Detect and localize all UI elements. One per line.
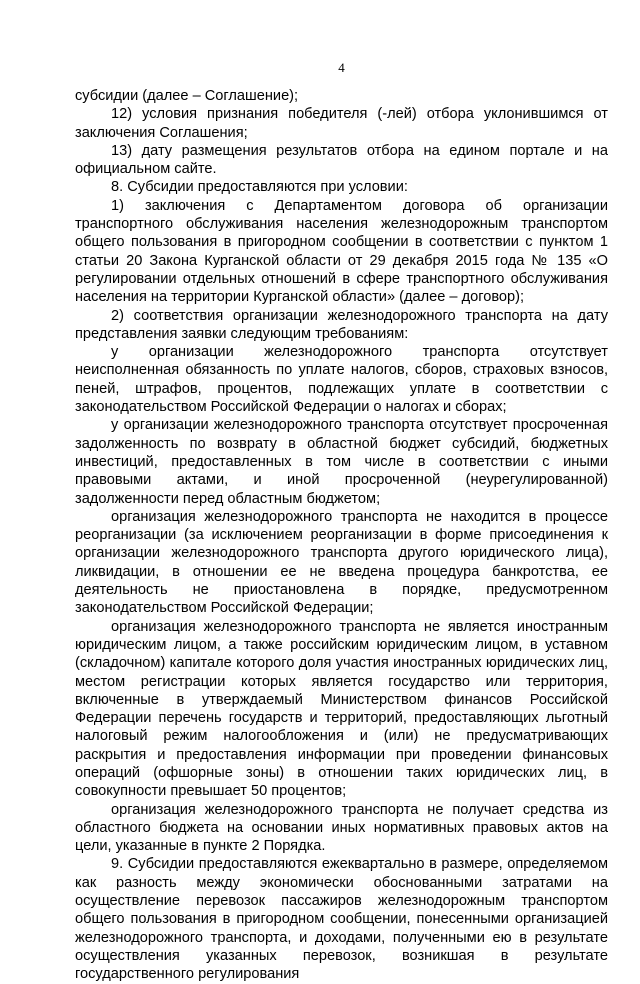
paragraph-section-8: 8. Субсидии предоставляются при условии:: [111, 179, 408, 196]
paragraph-subsidy-agreement-continuation: субсидии (далее – Соглашение);: [75, 88, 299, 104]
paragraph-condition-1: 1) заключения с Департаментом договора об организации транспортного обслуживания населения железнодорожным транспортом общего пользования в пригородном сообщении в соответствии с пунктом 1 статьи 20 Закона Курганской области от 29 декабря 2015 года № 135 «О регулировании отдельных отношений в сфере транспортного обслуживания населения на территории Курганской области» (далее – договор);: [75, 197, 608, 306]
paragraph-item-13: 13) дату размещения результатов отбора на едином портале и на официальном сайте.: [75, 142, 608, 178]
paragraph-requirement-offshore: организация железнодорожного транспорта не является иностранным юридическим лицом, а также российским юридическим лицом, в уставном (складочном) капитале которого доля участия иностранных юридических лиц, местом регистрации которых является государство или территория, включенные в утверждаемый Министерством финансов Российской Федерации перечень государств и территорий, предоставляющих льготный налоговый режим налогообложения и (или) не предусматривающих раскрытия и предоставления информации при проведении финансовых операций (офшорные зоны) в отношении таких юридических лиц, в совокупности превышает 50 процентов;: [75, 618, 608, 800]
paragraph-requirement-reorganization: организация железнодорожного транспорта не находится в процессе реорганизации (за исключением реорганизации в форме присоединения к организации железнодорожного транспорта другого юридического лица), ликвидации, в отношении ее не введена процедура банкротства, ее деятельность не приостановлена в порядке, предусмотренном законодательством Российской Федерации;: [75, 508, 608, 617]
document-body: [75, 87, 608, 984]
paragraph-condition-2: 2) соответствия организации железнодорожного транспорта на дату представления заявки следующим требованиям:: [75, 307, 608, 342]
page-number: 4: [338, 60, 345, 75]
paragraph-item-12: 12) условия признания победителя (-лей) отбора уклонившимся от заключения Соглашения;: [75, 106, 608, 141]
paragraph-section-9: 9. Субсидии предоставляются ежеквартально в размере, определяемом как разность между экономически обоснованными затратами на осуществление перевозок пассажиров железнодорожным транспортом общего пользования в пригородном сообщении, понесенными организацией железнодорожного транспорта, и доходами, полученными ею в результате осуществления указанных перевозок, возникшая в результате государственного регулирования: [75, 856, 608, 983]
paragraph-requirement-taxes: у организации железнодорожного транспорта отсутствует неисполненная обязанность по уплате налогов, сборов, страховых взносов, пеней, штрафов, процентов, подлежащих уплате в соответствии с законодательством Российской Федерации о налогах и сборах;: [75, 344, 608, 416]
paragraph-requirement-debt: у организации железнодорожного транспорта отсутствует просроченная задолженность по возврату в областной бюджет субсидий, бюджетных инвестиций, предоставленных в том числе в соответствии с иными правовыми актами, и иной просроченной (неурегулированной) задолженности перед областным бюджетом;: [75, 417, 608, 507]
paragraph-requirement-other-funds: организация железнодорожного транспорта не получает средства из областного бюджета на основании иных нормативных правовых актов на цели, указанные в пункте 2 Порядка.: [75, 801, 608, 855]
